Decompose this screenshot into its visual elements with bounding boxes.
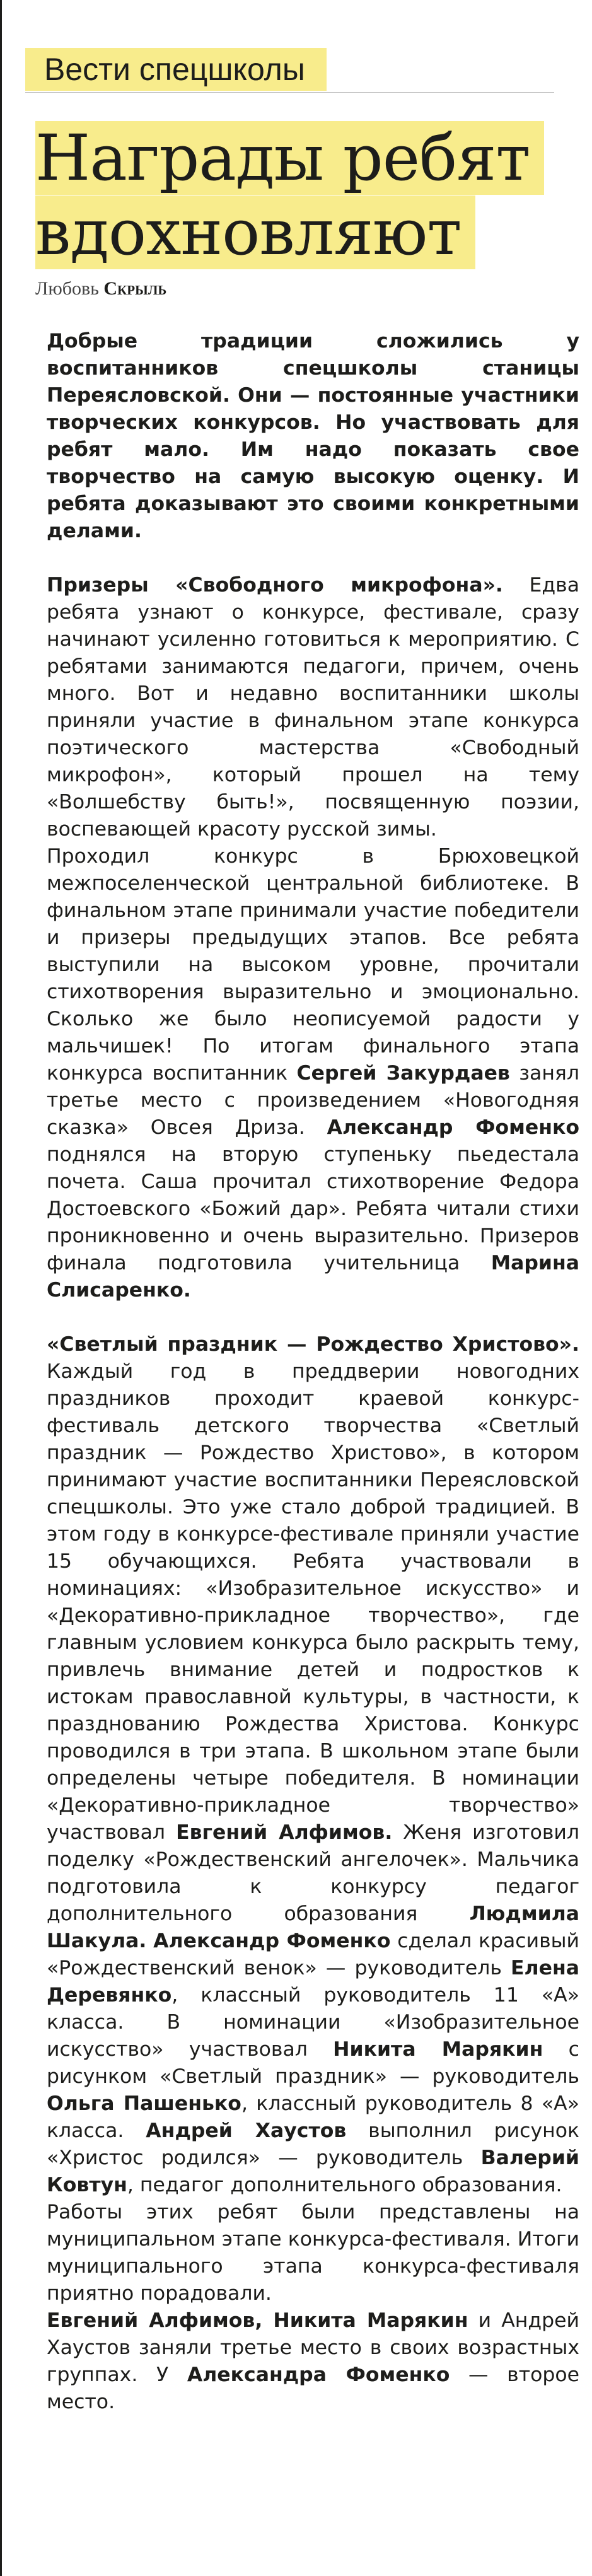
section2-text10: — второе место. xyxy=(47,2363,579,2413)
article-headline xyxy=(35,121,571,270)
section2-text2: Женя изготовил поделку «Рождественский ангелочек». Мальчика подготовила к конкурсу педагог дополнительного образования xyxy=(47,1821,580,1925)
section1-text2c: поднялся на вторую ступеньку пьедестала почета. Саша прочитал стихотворение Федора Достоевского «Божий дар». Ребята читали стихи проникновенно и очень выразительно. Призеров финала подготовила учительница xyxy=(47,1143,579,1274)
section1-paragraph2 xyxy=(47,843,579,1304)
winner-name: Александр Фоменко xyxy=(327,1116,579,1139)
paragraph-gap xyxy=(47,1304,579,1331)
teacher-name: Ольга Пашенько xyxy=(47,2092,241,2115)
author-first-name: Любовь xyxy=(35,278,99,299)
section1-heading: Призеры «Свободного микрофона». xyxy=(47,574,503,597)
section1-paragraph1 xyxy=(47,572,579,843)
section2-text5: с рисунком «Светлый праздник» — руководитель xyxy=(47,2038,579,2088)
section2-text3: сделал красивый «Рождественский венок» — руководитель xyxy=(47,1930,580,1979)
participant-name: Александр Фоменко xyxy=(153,1930,391,1952)
teacher-name: Людмила Шакула. xyxy=(47,1903,580,1952)
teacher-name: Марина Слисаренко. xyxy=(47,1252,579,1302)
paragraph-gap xyxy=(47,545,579,572)
teacher-name: Елена Деревянко xyxy=(47,1957,579,2007)
section2-text1: Каждый год в преддверии новогодних праздников проходит краевой конкурс-фестиваль детского творчества «Светлый праздник — Рождество Христово», в котором принимают участие воспитанники Переясловской спецшколы. Это уже стало доброй традицией. В этом году в конкурсе-фестивале приняли участие 15 обучающихся. Ребята участвовали в номинациях: «Изобразительное искусство» и «Декоративно-прикладное творчество», где главным условием конкурса было раскрыть тему, привлечь внимание детей и подростков к истокам православной культуры, в частности, к празднованию Рождества Христова. Конкурс проводился в три этапа. В школьном этапе были определены четыре победителя. В номинации «Декоративно-прикладное творчество» участвовал xyxy=(47,1360,579,1844)
section2-results-text: Работы этих ребят были представлены на муниципальном этапе конкурса-фестиваля. Итоги муниципального этапа конкурса-фестиваля приятно порадовали. xyxy=(47,2201,579,2305)
section2-paragraph2 xyxy=(47,2199,579,2307)
winner-name: Сергей Закурдаев xyxy=(296,1062,510,1085)
section2-heading: «Светлый праздник — Рождество Христово». xyxy=(47,1333,579,1356)
lead-text: Добрые традиции сложились у воспитанников спецшколы станицы Переясловской. Они — постоянные участники творческих конкурсов. Но участвовать для ребят мало. Им надо показать свое творчество на самую высокую оценку. И ребята доказывают это своими конкретными делами. xyxy=(47,330,579,542)
lead-paragraph xyxy=(47,328,579,545)
section2-text8: , педагог дополнительного образования. xyxy=(127,2174,562,2196)
participant-names: Евгений Алфимов, Никита Марякин xyxy=(47,2309,468,2332)
article-body xyxy=(47,328,579,2416)
participant-name: Андрей Хаустов xyxy=(146,2119,347,2142)
participant-name: Никита Марякин xyxy=(333,2038,543,2061)
section1-text2b: занял третье место с произведением «Новогодняя сказка» Овсея Дриза. xyxy=(47,1062,579,1139)
section2-text9: и Андрей Хаустов заняли третье место в своих возрастных группах. У xyxy=(47,2309,579,2386)
headline-text: Награды ребят вдохновляют xyxy=(35,121,544,269)
author-surname: Скрыль xyxy=(103,278,167,299)
section1-text1: Едва ребята узнают о конкурсе, фестивале, сразу начинают усиленно готовиться к мероприятию. С ребятами занимаются педагоги, причем, очень много. Вот и недавно воспитанники школы приняли участие в финальном этапе конкурса поэтического мастерства «Свободный микрофон», который прошел на тему «Волшебству быть!», посвященную поэзии, воспевающей красоту русской зимы. xyxy=(47,574,580,841)
section2-text6: , классный руководитель 8 «А» класса. xyxy=(47,2092,579,2142)
teacher-name: Валерий Ковтун xyxy=(47,2147,579,2196)
section2-text7: выполнил рисунок «Христос родился» — руководитель xyxy=(47,2119,579,2169)
rubric-bar xyxy=(25,48,554,93)
participant-name: Евгений Алфимов. xyxy=(176,1821,393,1844)
byline xyxy=(35,277,166,300)
section2-paragraph1 xyxy=(47,1331,579,2199)
participant-name: Александра Фоменко xyxy=(187,2363,450,2386)
rubric-label: Вести спецшколы xyxy=(25,48,327,91)
section2-paragraph3 xyxy=(47,2307,579,2416)
column-rule xyxy=(0,0,2,2576)
section1-text2a: Проходил конкурс в Брюховецкой межпоселенческой центральной библиотеке. В финальном этапе принимали участие победители и призеры предыдущих этапов. Все ребята выступили на высоком уровне, прочитали стихотворения выразительно и эмоционально. Сколько же было неописуемой радости у мальчишек! По итогам финального этапа конкурса воспитанник xyxy=(47,845,579,1085)
section2-text4: , классный руководитель 11 «А» класса. В номинации «Изобразительное искусство» участвовал xyxy=(47,1984,579,2061)
